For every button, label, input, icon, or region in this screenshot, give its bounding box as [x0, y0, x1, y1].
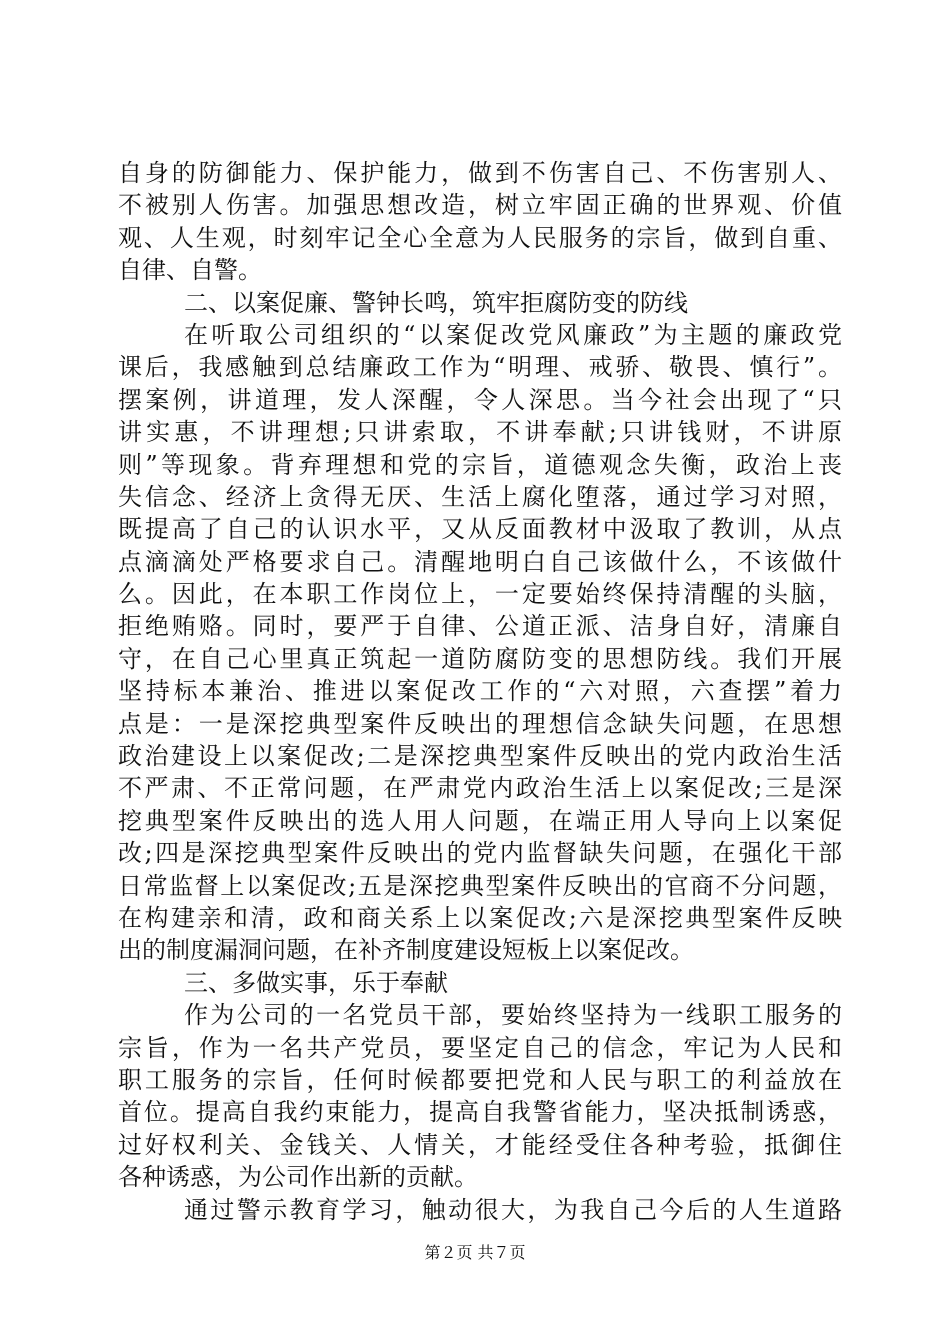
text-line: 在构建亲和清，政和商关系上以案促改;六是深挖典型案件反映	[118, 903, 842, 932]
text-line: 讲实惠，不讲理想;只讲索取，不讲奉献;只讲钱财，不讲原	[118, 418, 842, 447]
page-number: 第２页 共７页	[424, 1243, 526, 1262]
text-line: 不严肃、不正常问题，在严肃党内政治生活上以案促改;三是深	[118, 774, 842, 803]
text-line: 观、人生观，时刻牢记全心全意为人民服务的宗旨，做到自重、	[118, 223, 842, 252]
section-heading: 二、以案促廉、警钟长鸣，筑牢拒腐防变的防线	[184, 288, 688, 317]
text-line: 出的制度漏洞问题，在补齐制度建设短板上以案促改。	[118, 936, 694, 965]
text-line: 摆案例，讲道理，发人深醒，令人深思。当今社会出现了“只	[118, 385, 842, 414]
text-line: 改;四是深挖典型案件反映出的党内监督缺失问题，在强化干部	[118, 839, 842, 868]
text-line: 首位。提高自我约束能力，提高自我警省能力，坚决抵制诱惑，	[118, 1098, 842, 1127]
text-line: 守，在自己心里真正筑起一道防腐防变的思想防线。我们开展	[118, 644, 842, 673]
text-line: 政治建设上以案促改;二是深挖典型案件反映出的党内政治生活	[118, 742, 842, 771]
text-line: 自身的防御能力、保护能力，做到不伤害自己、不伤害别人、	[118, 159, 842, 187]
text-line: 在听取公司组织的“以案促改党风廉政”为主题的廉政党	[184, 320, 842, 349]
text-line: 课后，我感触到总结廉政工作为“明理、戒骄、敬畏、慎行”。	[118, 353, 842, 382]
text-line: 通过警示教育学习，触动很大，为我自己今后的人生道路	[184, 1195, 842, 1224]
text-line: 么。因此，在本职工作岗位上，一定要始终保持清醒的头脑，	[118, 580, 842, 609]
text-line: 日常监督上以案促改;五是深挖典型案件反映出的官商不分问题，	[118, 871, 842, 900]
text-line: 点滴滴处严格要求自己。清醒地明白自己该做什么，不该做什	[118, 547, 842, 576]
text-line: 则”等现象。背弃理想和党的宗旨，道德观念失衡，政治上丧	[118, 450, 842, 479]
text-line: 不被别人伤害。加强思想改造，树立牢固正确的世界观、价值	[118, 191, 842, 220]
document-body	[118, 157, 842, 1226]
text-line: 拒绝贿赂。同时，要严于自律、公道正派、洁身自好，清廉自	[118, 612, 842, 641]
text-line: 失信念、经济上贪得无厌、生活上腐化堕落，通过学习对照，	[118, 482, 842, 511]
text-line: 坚持标本兼治、推进以案促改工作的“六对照，六查摆”着力	[118, 677, 842, 706]
text-line: 既提高了自己的认识水平，又从反面教材中汲取了教训，从点	[118, 515, 842, 544]
text-line: 各种诱惑，为公司作出新的贡献。	[118, 1163, 478, 1192]
text-line: 点是：一是深挖典型案件反映出的理想信念缺失问题，在思想	[118, 709, 842, 738]
text-line: 过好权利关、金钱关、人情关，才能经受住各种考验，抵御住	[118, 1130, 842, 1159]
text-line: 挖典型案件反映出的选人用人问题，在端正用人导向上以案促	[118, 806, 842, 835]
section-heading: 三、多做实事，乐于奉献	[184, 968, 448, 997]
text-line: 宗旨，作为一名共产党员，要坚定自己的信念，牢记为人民和	[118, 1033, 842, 1062]
text-line: 职工服务的宗旨，任何时候都要把党和人民与职工的利益放在	[118, 1065, 842, 1094]
text-line: 自律、自警。	[118, 256, 262, 285]
text-line: 作为公司的一名党员干部，要始终坚持为一线职工服务的	[184, 1001, 842, 1030]
